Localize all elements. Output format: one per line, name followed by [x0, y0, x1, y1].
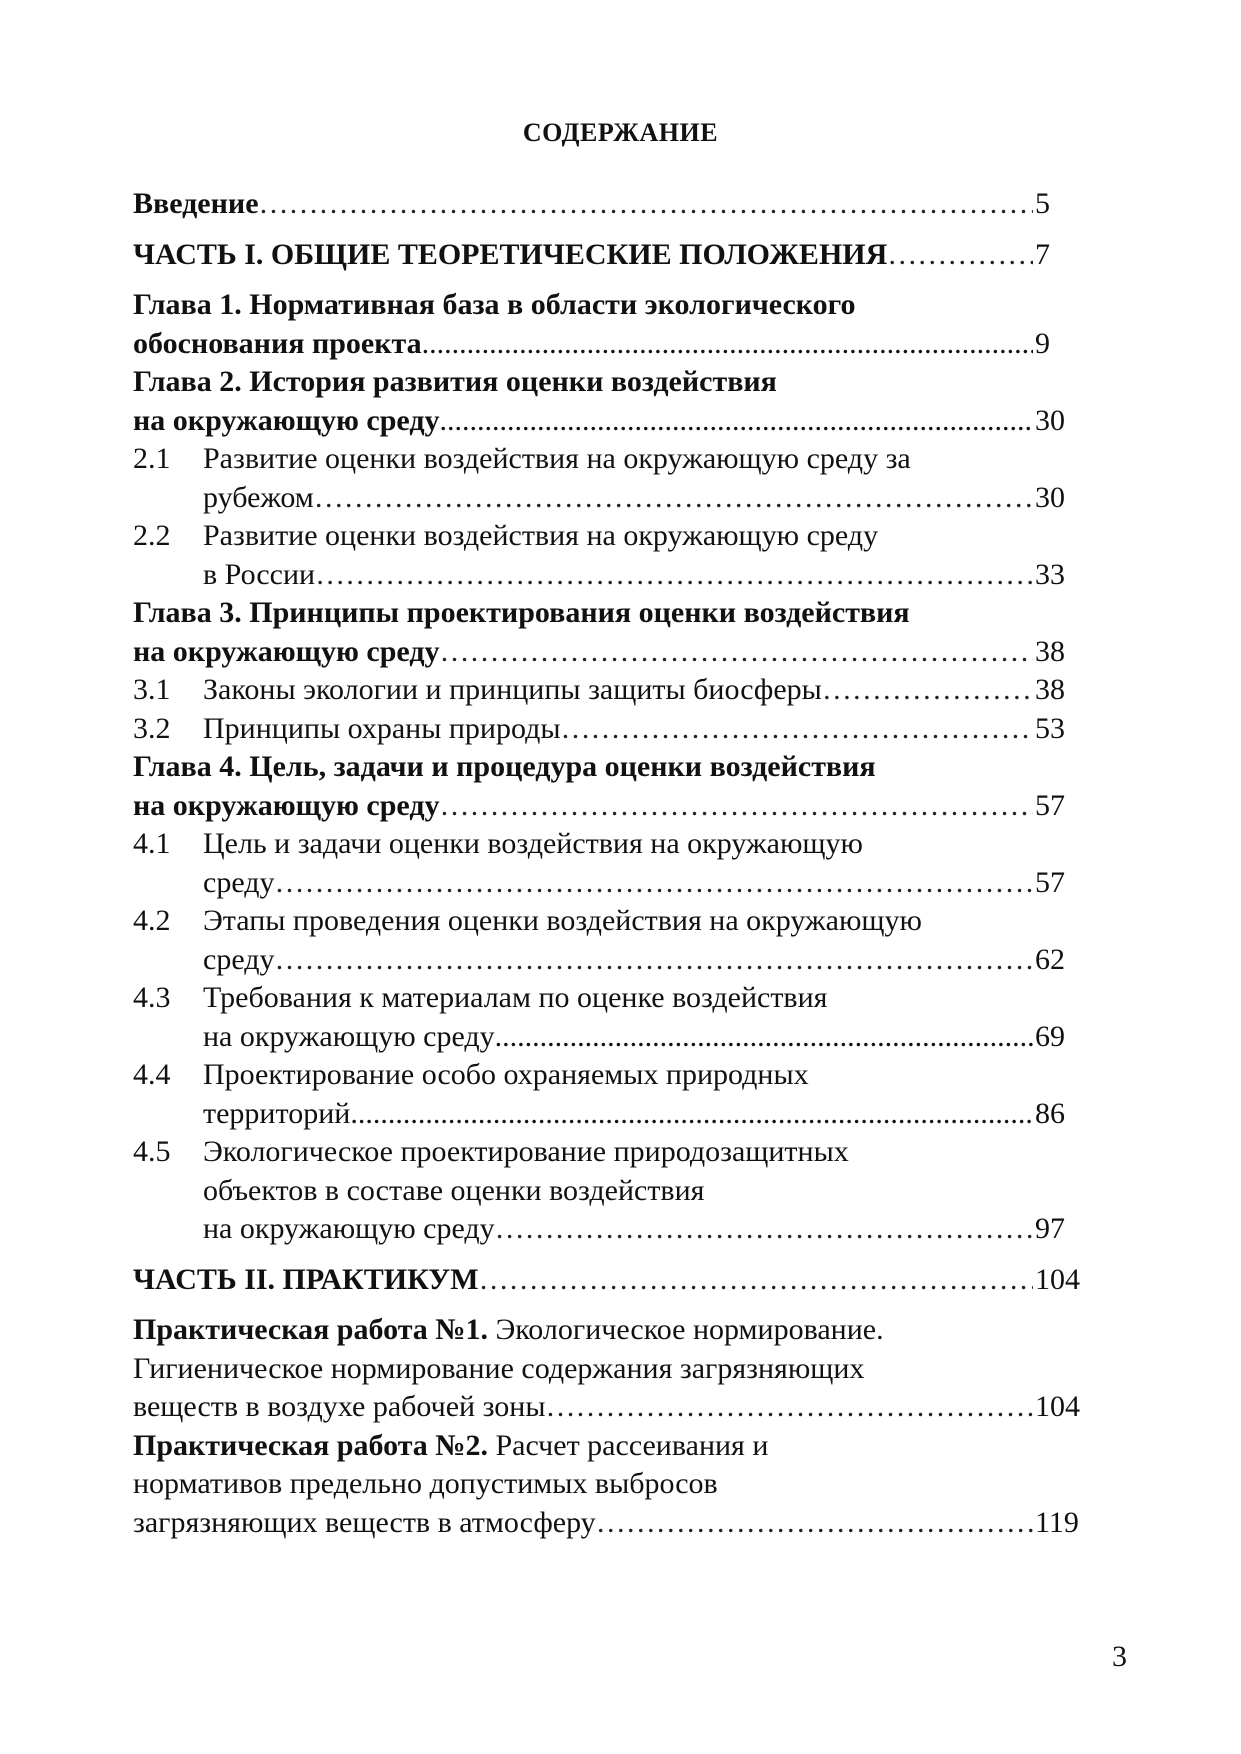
toc-page-number: 30: [1035, 480, 1065, 514]
toc-entry-chapter4[interactable]: [133, 787, 1085, 826]
toc-page-number: 53: [1035, 711, 1065, 745]
toc-entry-label: на окружающую среду: [203, 1212, 495, 1245]
toc-entry-chapter1-line1[interactable]: Глава 1. Нормативная база в области экологического: [133, 288, 856, 321]
toc-entry-2-1[interactable]: [133, 479, 1085, 518]
leader-dots: [440, 787, 1034, 826]
toc-entry-practical2[interactable]: [133, 1504, 1085, 1543]
toc-entry-label: рубежом: [203, 480, 314, 514]
toc-entry-label: на окружающую среду: [133, 788, 440, 822]
toc-entry-label: территорий: [203, 1096, 351, 1130]
leader-dots: [275, 941, 1034, 980]
toc-page-number: 9: [1035, 326, 1050, 360]
toc-entry-label: Проектирование особо охраняемых природных: [203, 1058, 809, 1091]
toc-page-number: 62: [1035, 942, 1065, 976]
toc-entry-label: ЧАСТЬ II. ПРАКТИКУМ: [133, 1262, 479, 1296]
toc-page-number: 97: [1035, 1212, 1065, 1245]
toc-entry-4-2[interactable]: [133, 941, 1085, 980]
toc-page-number: 38: [1035, 634, 1065, 668]
page-number: 3: [1112, 1640, 1127, 1673]
leader-dots: [822, 671, 1033, 710]
page-title: СОДЕРЖАНИЕ: [522, 118, 719, 147]
section-number: 4.5: [133, 1135, 171, 1168]
section-number: 3.2: [133, 711, 171, 745]
section-number: 2.1: [133, 442, 171, 475]
toc-entry-3-1[interactable]: [133, 671, 1085, 710]
leader-dots: [440, 633, 1034, 672]
toc-entry-intro[interactable]: [133, 185, 1085, 224]
toc-page-number: 86: [1035, 1096, 1065, 1130]
toc-page-number: 69: [1035, 1019, 1065, 1053]
toc-entry-label: среду: [203, 942, 275, 976]
toc-entry-label: среду: [203, 865, 275, 899]
leader-dots: [259, 185, 1033, 224]
toc-entry-4-3-line1[interactable]: [133, 979, 1085, 1018]
toc-page-number: 38: [1035, 673, 1065, 706]
leader-dots: [315, 556, 1033, 595]
toc-entry-2-2[interactable]: [133, 556, 1085, 595]
toc-entry-chapter4-line1[interactable]: Глава 4. Цель, задачи и процедура оценки воздействия: [133, 750, 876, 783]
toc-entry-practical1-line1[interactable]: [133, 1311, 1085, 1350]
toc-entry-2-1-line1[interactable]: [133, 440, 1085, 479]
toc-entry-label: Развитие оценки воздействия на окружающую среду: [203, 519, 879, 552]
toc-entry-4-5[interactable]: [133, 1210, 1085, 1249]
section-number: 4.4: [133, 1058, 171, 1091]
toc-entry-label: Введение: [133, 187, 259, 220]
toc-entry-practical1[interactable]: [133, 1388, 1085, 1427]
section-number: 4.3: [133, 981, 171, 1014]
leader-dots: [440, 402, 1034, 441]
toc-entry-label: загрязняющих веществ в атмосферу: [133, 1505, 596, 1539]
toc-entry-label: Цель и задачи оценки воздействия на окружающую: [203, 827, 863, 860]
toc-entry-4-4[interactable]: [133, 1095, 1085, 1134]
toc-entry-label: обоснования проекта: [133, 326, 422, 360]
toc-entry-chapter3-line1[interactable]: Глава 3. Принципы проектирования оценки воздействия: [133, 596, 910, 629]
toc-entry-label: Законы экологии и принципы защиты биосферы: [203, 673, 822, 706]
toc-entry-4-5-line2[interactable]: объектов в составе оценки воздействия: [203, 1173, 705, 1207]
toc-entry-label: Этапы проведения оценки воздействия на окружающую: [203, 904, 922, 937]
leader-dots: [422, 325, 1033, 364]
toc-page-number: 119: [1035, 1505, 1079, 1539]
toc-page-number: 57: [1035, 788, 1065, 822]
leader-dots: [479, 1261, 1033, 1300]
toc-entry-chapter3[interactable]: [133, 633, 1085, 672]
section-number: 4.2: [133, 904, 171, 937]
table-of-contents: [133, 185, 1085, 1542]
toc-entry-label: на окружающую среду: [133, 634, 440, 668]
toc-entry-label-bold: Практическая работа №1.: [133, 1313, 488, 1346]
toc-entry-label: Экологическое нормирование.: [487, 1313, 884, 1346]
toc-page-number: 104: [1035, 1390, 1080, 1423]
toc-entry-label: на окружающую среду: [203, 1019, 495, 1053]
toc-page-number: 5: [1035, 187, 1050, 220]
toc-entry-4-5-line1[interactable]: [133, 1133, 1085, 1172]
toc-entry-2-2-line1[interactable]: [133, 517, 1085, 556]
toc-entry-practical2-line2[interactable]: нормативов предельно допустимых выбросов: [133, 1467, 718, 1500]
leader-dots: [887, 236, 1033, 275]
toc-page-number: 7: [1035, 237, 1050, 271]
toc-entry-4-2-line1[interactable]: [133, 902, 1085, 941]
toc-entry-label: веществ в воздухе рабочей зоны: [133, 1390, 546, 1423]
toc-entry-label: Экологическое проектирование природозащитных: [203, 1135, 849, 1168]
section-number: 2.2: [133, 519, 171, 552]
toc-entry-4-4-line1[interactable]: [133, 1056, 1085, 1095]
toc-page-number: 33: [1035, 557, 1065, 591]
section-number: 4.1: [133, 827, 171, 860]
toc-entry-4-1-line1[interactable]: [133, 825, 1085, 864]
leader-dots: [275, 864, 1034, 903]
toc-page-number: 30: [1035, 403, 1065, 437]
toc-entry-practical1-line2[interactable]: Гигиеническое нормирование содержания загрязняющих: [133, 1351, 865, 1385]
toc-entry-label: на окружающую среду: [133, 403, 440, 437]
section-number: 3.1: [133, 673, 171, 706]
leader-dots: [495, 1018, 1033, 1057]
toc-entry-label: Принципы охраны природы: [203, 711, 561, 745]
toc-entry-chapter2[interactable]: [133, 402, 1085, 441]
toc-entry-practical2-line1[interactable]: [133, 1427, 1085, 1466]
toc-entry-part2[interactable]: [133, 1261, 1085, 1300]
leader-dots: [545, 1388, 1033, 1427]
toc-entry-4-3[interactable]: [133, 1018, 1085, 1057]
toc-page-number: 104: [1035, 1262, 1080, 1296]
toc-entry-label-bold: Практическая работа №2.: [133, 1428, 488, 1462]
toc-entry-chapter2-line1[interactable]: Глава 2. История развития оценки воздействия: [133, 365, 777, 398]
toc-entry-3-2[interactable]: [133, 710, 1085, 749]
toc-entry-4-1[interactable]: [133, 864, 1085, 903]
toc-entry-label: Требования к материалам по оценке воздействия: [203, 981, 828, 1014]
leader-dots: [314, 479, 1033, 518]
leader-dots: [561, 710, 1033, 749]
toc-entry-label: ЧАСТЬ I. ОБЩИЕ ТЕОРЕТИЧЕСКИЕ ПОЛОЖЕНИЯ: [133, 237, 888, 271]
toc-entry-label: Развитие оценки воздействия на окружающую среду за: [203, 442, 911, 475]
toc-page-number: 57: [1035, 865, 1065, 899]
toc-entry-label: в России: [203, 557, 316, 591]
toc-entry-label: Расчет рассеивания и: [487, 1428, 769, 1462]
toc-entry-chapter1[interactable]: [133, 325, 1085, 364]
toc-entry-part1[interactable]: [133, 236, 1085, 275]
leader-dots: [596, 1504, 1033, 1543]
leader-dots: [495, 1210, 1033, 1249]
leader-dots: [350, 1095, 1033, 1134]
